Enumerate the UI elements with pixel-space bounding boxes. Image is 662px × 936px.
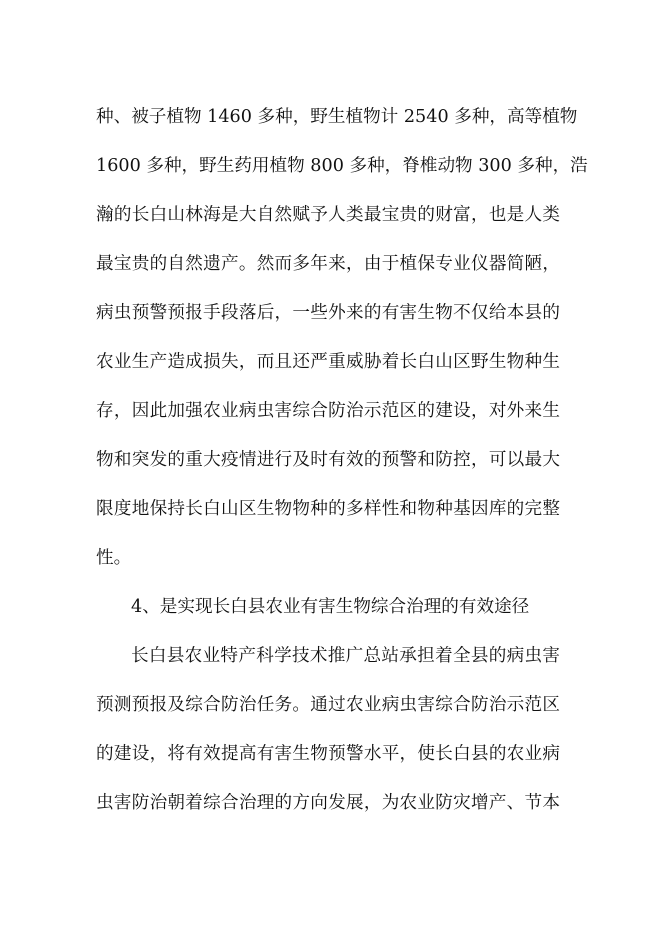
body-text-line: 瀚的长白山林海是大自然赋予人类最宝贵的财富，也是人类 [96,205,560,225]
paragraph-first-line: 长白县农业特产科学技术推广总站承担着全县的病虫害 [131,646,560,666]
body-text-line: 1600 多种，野生药用植物 800 多种，脊椎动物 300 多种，浩 [96,156,588,176]
body-text-line: 种、被子植物 1460 多种，野生植物计 2540 多种，高等植物 [96,107,578,127]
body-text-line: 预测预报及综合防治任务。通过农业病虫害综合防治示范区 [96,695,560,715]
section-heading: 4、是实现长白县农业有害生物综合治理的有效途径 [131,597,530,617]
body-text-line: 最宝贵的自然遗产。然而多年来，由于植保专业仪器简陋， [96,254,560,274]
body-text-line: 存，因此加强农业病虫害综合防治示范区的建设，对外来生 [96,401,560,421]
body-text-line: 性。 [96,548,132,568]
body-text-line: 的建设，将有效提高有害生物预警水平，使长白县的农业病 [96,744,560,764]
body-text-line: 物和突发的重大疫情进行及时有效的预警和防控，可以最大 [96,450,560,470]
body-text-line: 病虫预警预报手段落后，一些外来的有害生物不仅给本县的 [96,303,560,323]
body-text-line: 虫害防治朝着综合治理的方向发展，为农业防灾增产、节本 [96,793,560,813]
body-text-line: 农业生产造成损失，而且还严重威胁着长白山区野生物种生 [96,352,560,372]
body-text-line: 限度地保持长白山区生物物种的多样性和物种基因库的完整 [96,499,560,519]
